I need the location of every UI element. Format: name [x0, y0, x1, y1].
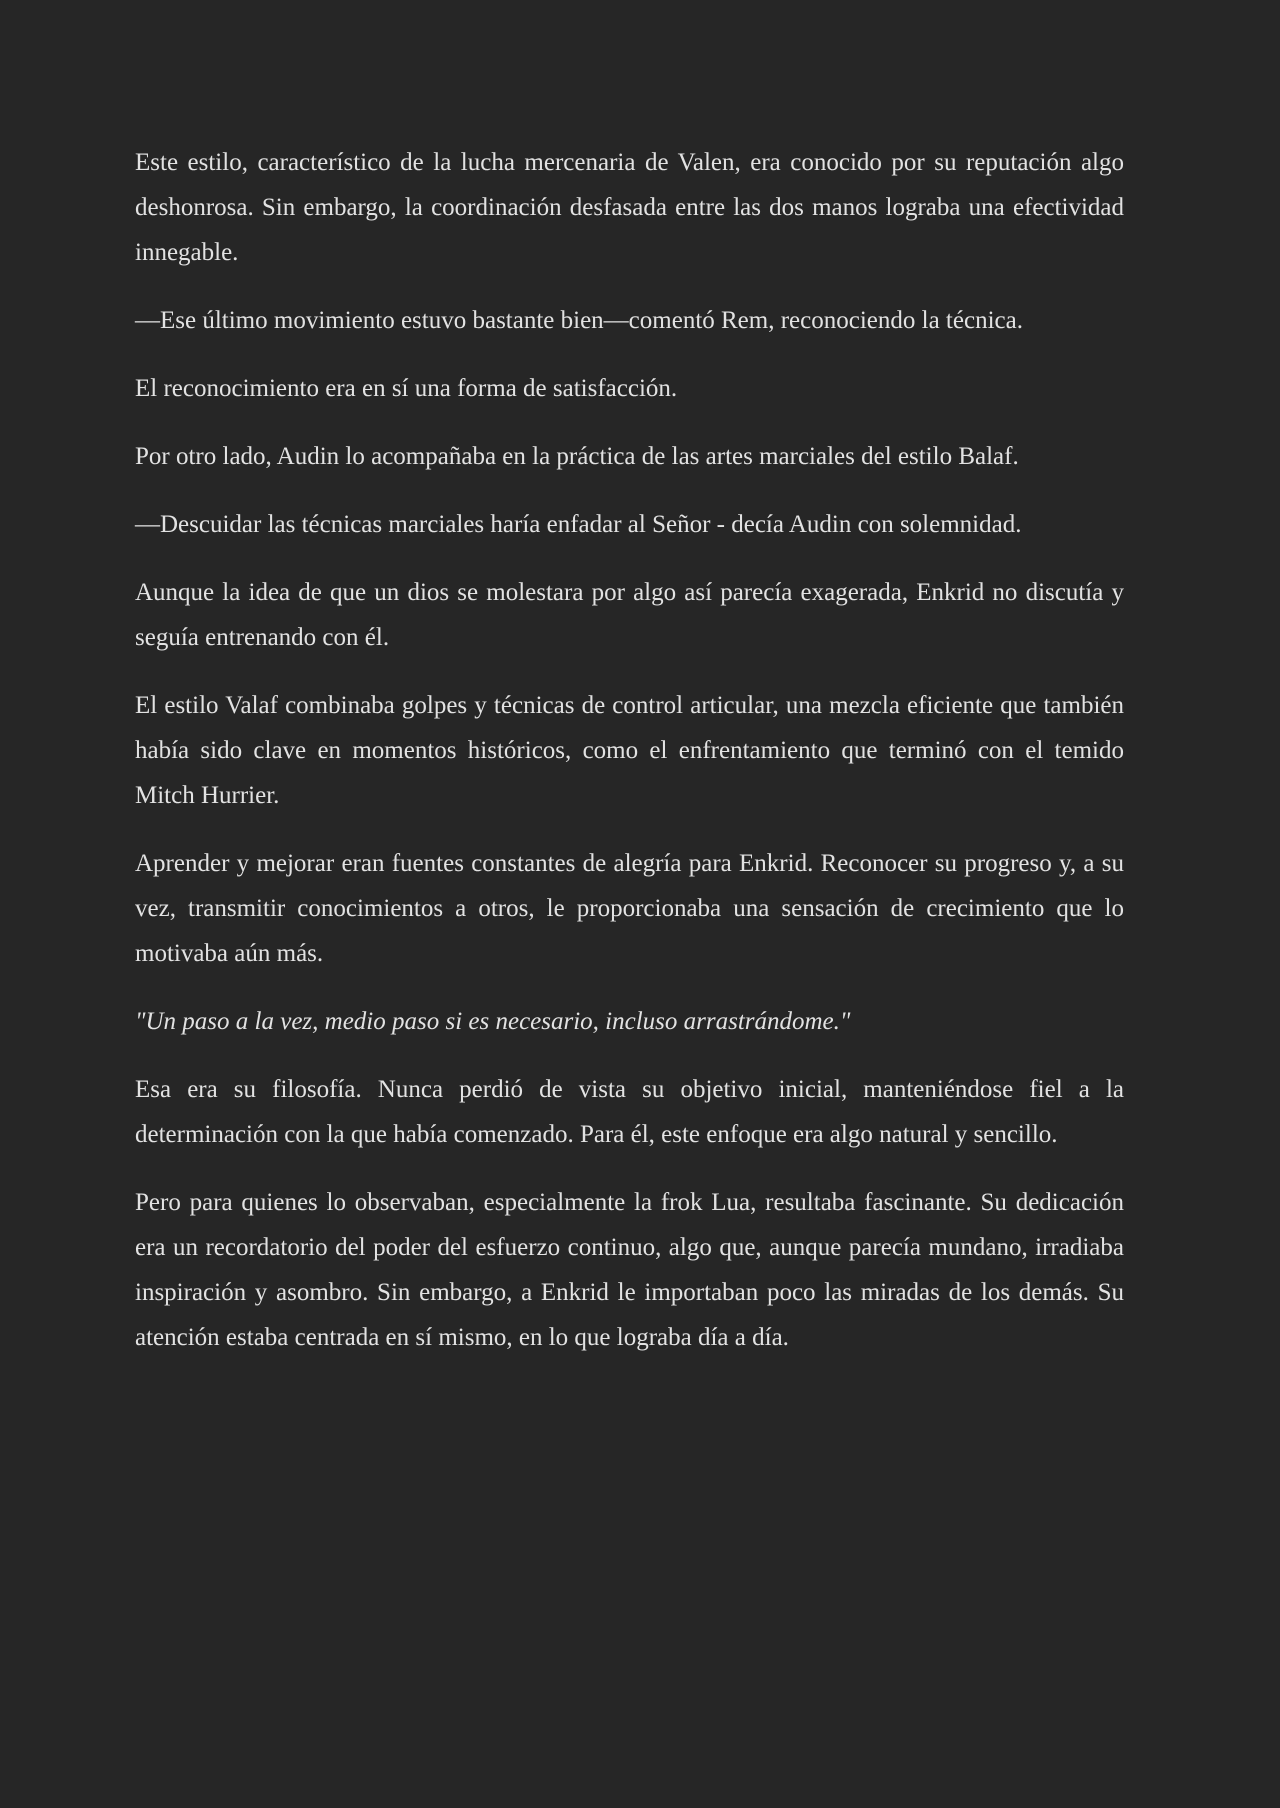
paragraph-dios-molestara: Aunque la idea de que un dios se molestara por algo así parecía exagerada, Enkrid no discutía y seguía entrenando con él. [135, 579, 1124, 651]
paragraph-aprender-mejorar: Aprender y mejorar eran fuentes constantes de alegría para Enkrid. Reconocer su progreso y, a su vez, transmitir conocimientos a otros, le proporcionaba una sensación de crecimiento que lo motivaba aún más. [135, 850, 1124, 967]
paragraph-estilo-valaf: El estilo Valaf combinaba golpes y técnicas de control articular, una mezcla eficiente que también había sido clave en momentos históricos, como el enfrentamiento que terminó con el temido Mitch Hurrier. [135, 692, 1124, 809]
paragraph-filosofia: Esa era su filosofía. Nunca perdió de vista su objetivo inicial, manteniéndose fiel a la determinación con la que había comenzado. Para él, este enfoque era algo natural y sencillo. [135, 1076, 1124, 1148]
paragraph-dialogo-rem: —Ese último movimiento estuvo bastante bien—comentó Rem, reconociendo la técnica. [135, 307, 1023, 334]
paragraph-reconocimiento: El reconocimiento era en sí una forma de satisfacción. [135, 375, 678, 402]
paragraph-este-estilo: Este estilo, característico de la lucha mercenaria de Valen, era conocido por su reputación algo deshonrosa. Sin embargo, la coordinación desfasada entre las dos manos lograba una efectividad innegable. [135, 149, 1124, 266]
paragraph-dialogo-audin: —Descuidar las técnicas marciales haría enfadar al Señor - decía Audin con solemnidad. [135, 511, 1022, 538]
paragraph-observadores: Pero para quienes lo observaban, especialmente la frok Lua, resultaba fascinante. Su dedicación era un recordatorio del poder del esfuerzo continuo, algo que, aunque parecía mundano, irradiaba inspiración y asombro. Sin embargo, a Enkrid le importaban poco las miradas de los demás. Su atención estaba centrada en sí mismo, en lo que lograba día a día. [135, 1189, 1124, 1351]
paragraph-cita-italica: "Un paso a la vez, medio paso si es necesario, incluso arrastrándome." [135, 1008, 851, 1035]
paragraph-audin-balaf: Por otro lado, Audin lo acompañaba en la práctica de las artes marciales del estilo Balaf. [135, 443, 1019, 470]
